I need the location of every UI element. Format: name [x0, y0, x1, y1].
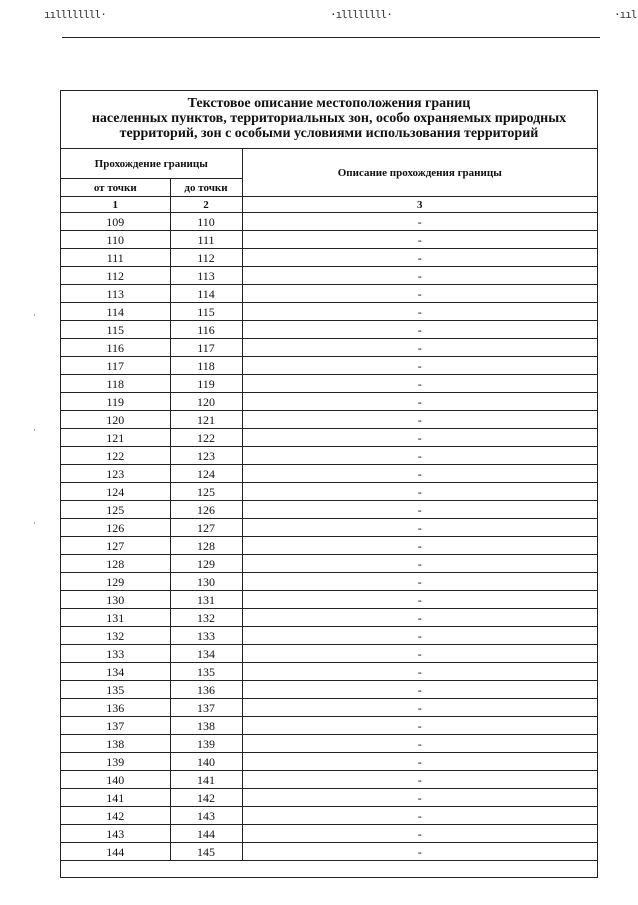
cell-description: - — [242, 267, 597, 285]
cell-to-point: 113 — [170, 267, 242, 285]
table-row — [61, 285, 597, 303]
cell-to-point: 131 — [170, 591, 242, 609]
table-row — [61, 411, 597, 429]
cell-from-point: 110 — [61, 231, 170, 249]
cell-from-point: 130 — [61, 591, 170, 609]
table-row — [61, 249, 597, 267]
cell-from-point: 136 — [61, 699, 170, 717]
table-row — [61, 591, 597, 609]
table-row — [61, 789, 597, 807]
table-row — [61, 735, 597, 753]
group-header: Прохождение границы — [61, 149, 242, 179]
cell-from-point: 115 — [61, 321, 170, 339]
cell-to-point: 125 — [170, 483, 242, 501]
cell-to-point: 139 — [170, 735, 242, 753]
table-row — [61, 537, 597, 555]
cell-to-point: 110 — [170, 213, 242, 231]
cell-from-point: 113 — [61, 285, 170, 303]
cell-description: - — [242, 609, 597, 627]
table-row — [61, 339, 597, 357]
cell-to-point: 134 — [170, 645, 242, 663]
cell-description: - — [242, 699, 597, 717]
table-row — [61, 843, 597, 861]
table-row — [61, 393, 597, 411]
table-row — [61, 519, 597, 537]
cell-description: - — [242, 717, 597, 735]
cell-to-point: 129 — [170, 555, 242, 573]
cell-to-point: 141 — [170, 771, 242, 789]
header-from-point: от точки — [61, 179, 170, 197]
table-row — [61, 357, 597, 375]
table-body — [61, 213, 597, 861]
cell-from-point: 120 — [61, 411, 170, 429]
cell-from-point: 143 — [61, 825, 170, 843]
cell-description: - — [242, 303, 597, 321]
cell-to-point: 111 — [170, 231, 242, 249]
scan-barcode-mark-left: ııllllllll· — [44, 8, 106, 21]
cell-description: - — [242, 663, 597, 681]
title-line: населенных пунктов, территориальных зон, особо охраняемых природных — [91, 111, 567, 126]
cell-from-point: 135 — [61, 681, 170, 699]
cell-from-point: 133 — [61, 645, 170, 663]
cell-to-point: 132 — [170, 609, 242, 627]
cell-description: - — [242, 447, 597, 465]
cell-from-point: 141 — [61, 789, 170, 807]
form-title — [61, 91, 597, 149]
cell-description: - — [242, 735, 597, 753]
cell-from-point: 138 — [61, 735, 170, 753]
table-row — [61, 717, 597, 735]
cell-from-point: 140 — [61, 771, 170, 789]
scan-barcode-mark-right: ·ııl — [614, 8, 637, 21]
cell-from-point: 109 — [61, 213, 170, 231]
cell-to-point: 137 — [170, 699, 242, 717]
boundary-description-form — [60, 90, 598, 878]
cell-to-point: 121 — [170, 411, 242, 429]
cell-description: - — [242, 807, 597, 825]
cell-from-point: 142 — [61, 807, 170, 825]
cell-description: - — [242, 465, 597, 483]
cell-description: - — [242, 573, 597, 591]
cell-description: - — [242, 627, 597, 645]
title-line: Текстовое описание местоположения границ — [187, 96, 471, 111]
cell-from-point: 144 — [61, 843, 170, 861]
cell-to-point: 119 — [170, 375, 242, 393]
table-row — [61, 447, 597, 465]
cell-from-point: 124 — [61, 483, 170, 501]
cell-to-point: 133 — [170, 627, 242, 645]
cell-from-point: 125 — [61, 501, 170, 519]
cell-description: - — [242, 753, 597, 771]
cell-from-point: 114 — [61, 303, 170, 321]
table-row — [61, 465, 597, 483]
cell-from-point: 122 — [61, 447, 170, 465]
cell-to-point: 144 — [170, 825, 242, 843]
table-row — [61, 573, 597, 591]
cell-from-point: 134 — [61, 663, 170, 681]
header-to-point: до точки — [170, 179, 242, 197]
column-number: 1 — [61, 197, 170, 213]
cell-description: - — [242, 519, 597, 537]
cell-from-point: 137 — [61, 717, 170, 735]
cell-to-point: 115 — [170, 303, 242, 321]
cell-to-point: 117 — [170, 339, 242, 357]
cell-description: - — [242, 645, 597, 663]
cell-description: - — [242, 357, 597, 375]
cell-description: - — [242, 249, 597, 267]
table-row — [61, 231, 597, 249]
title-line: территорий, зон с особыми условиями использования территорий — [119, 126, 539, 141]
cell-description: - — [242, 789, 597, 807]
table-row — [61, 375, 597, 393]
table-row — [61, 645, 597, 663]
table-row — [61, 753, 597, 771]
cell-from-point: 117 — [61, 357, 170, 375]
table-row — [61, 825, 597, 843]
cell-description: - — [242, 501, 597, 519]
cell-to-point: 124 — [170, 465, 242, 483]
cell-description: - — [242, 771, 597, 789]
cell-description: - — [242, 483, 597, 501]
cell-from-point: 112 — [61, 267, 170, 285]
column-number: 2 — [170, 197, 242, 213]
cell-description: - — [242, 213, 597, 231]
header-rule — [62, 37, 600, 38]
cell-description: - — [242, 537, 597, 555]
cell-from-point: 119 — [61, 393, 170, 411]
cell-description: - — [242, 411, 597, 429]
margin-speck: · — [33, 310, 36, 320]
table-row — [61, 267, 597, 285]
cell-to-point: 140 — [170, 753, 242, 771]
cell-from-point: 126 — [61, 519, 170, 537]
table-row — [61, 501, 597, 519]
cell-from-point: 121 — [61, 429, 170, 447]
cell-to-point: 143 — [170, 807, 242, 825]
cell-to-point: 114 — [170, 285, 242, 303]
cell-description: - — [242, 231, 597, 249]
table-row — [61, 213, 597, 231]
cell-description: - — [242, 825, 597, 843]
cell-to-point: 116 — [170, 321, 242, 339]
cell-description: - — [242, 591, 597, 609]
cell-to-point: 122 — [170, 429, 242, 447]
cell-description: - — [242, 555, 597, 573]
cell-description: - — [242, 321, 597, 339]
cell-from-point: 129 — [61, 573, 170, 591]
cell-to-point: 127 — [170, 519, 242, 537]
cell-to-point: 145 — [170, 843, 242, 861]
table-row — [61, 609, 597, 627]
cell-description: - — [242, 429, 597, 447]
cell-from-point: 111 — [61, 249, 170, 267]
cell-to-point: 138 — [170, 717, 242, 735]
margin-speck: · — [33, 425, 36, 435]
table-row — [61, 627, 597, 645]
cell-to-point: 126 — [170, 501, 242, 519]
cell-description: - — [242, 393, 597, 411]
table-row — [61, 303, 597, 321]
table-row — [61, 483, 597, 501]
table-row — [61, 429, 597, 447]
cell-to-point: 136 — [170, 681, 242, 699]
table-row — [61, 807, 597, 825]
scan-barcode-mark-center: ·ıllllllll· — [330, 8, 392, 21]
cell-description: - — [242, 339, 597, 357]
cell-from-point: 118 — [61, 375, 170, 393]
cell-description: - — [242, 681, 597, 699]
cell-to-point: 128 — [170, 537, 242, 555]
cell-from-point: 132 — [61, 627, 170, 645]
column-number: 3 — [242, 197, 597, 213]
cell-description: - — [242, 843, 597, 861]
table-row — [61, 555, 597, 573]
cell-to-point: 130 — [170, 573, 242, 591]
margin-speck: · — [33, 518, 36, 528]
table-row — [61, 681, 597, 699]
table-row — [61, 699, 597, 717]
table-row — [61, 771, 597, 789]
cell-description: - — [242, 375, 597, 393]
cell-from-point: 116 — [61, 339, 170, 357]
cell-from-point: 123 — [61, 465, 170, 483]
cell-to-point: 120 — [170, 393, 242, 411]
cell-to-point: 112 — [170, 249, 242, 267]
header-description: Описание прохождения границы — [242, 149, 597, 197]
cell-description: - — [242, 285, 597, 303]
boundary-points-table — [61, 149, 597, 861]
cell-to-point: 123 — [170, 447, 242, 465]
cell-to-point: 142 — [170, 789, 242, 807]
table-row — [61, 663, 597, 681]
cell-from-point: 128 — [61, 555, 170, 573]
cell-to-point: 118 — [170, 357, 242, 375]
cell-from-point: 139 — [61, 753, 170, 771]
table-row — [61, 321, 597, 339]
cell-from-point: 131 — [61, 609, 170, 627]
cell-from-point: 127 — [61, 537, 170, 555]
cell-to-point: 135 — [170, 663, 242, 681]
